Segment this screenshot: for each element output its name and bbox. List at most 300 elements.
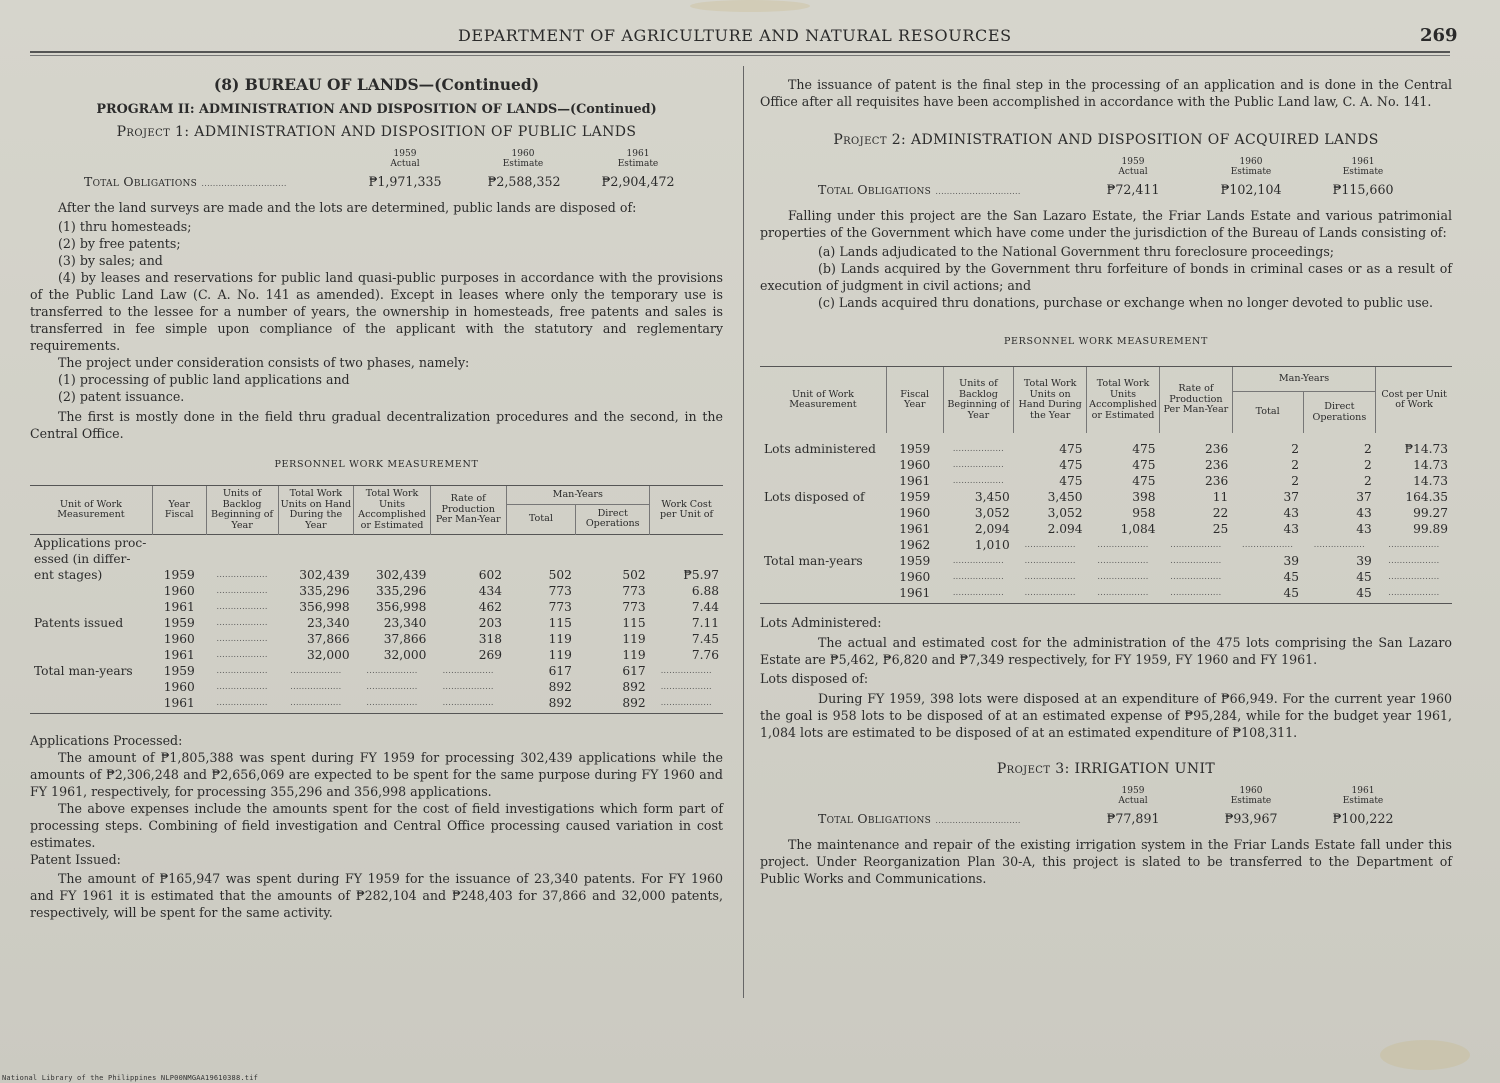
- year-label: 1961: [1351, 786, 1375, 796]
- cell-cost: 7.44: [691, 600, 719, 614]
- list-item: (a) Lands adjudicated to the National Government thru foreclosure proceedings;: [818, 244, 1335, 259]
- table-title: PERSONNEL WORK MEASUREMENT: [274, 459, 479, 470]
- year-kind: Estimate: [617, 159, 659, 169]
- cell-backlog: [206, 535, 278, 552]
- cell-total: [506, 535, 576, 552]
- cell-unit: [30, 679, 152, 695]
- cell-year: 1961: [163, 600, 195, 614]
- col-header-cost: Cost per Unit of Work: [1376, 367, 1452, 438]
- obligation-amount: ₱1,971,335: [368, 174, 442, 189]
- cell-on-hand: 3,052: [1047, 506, 1083, 520]
- cell-total: 43: [1283, 522, 1300, 536]
- paragraph: The amount of ₱1,805,388 was spent during FY 1959 for processing 302,439 applications while the amounts of ₱2,306,248 and ₱2,656,069 are expected to be spent for the same purpose during FY 1960 and FY 1961, respectively, for processing 355,296 and 356,998 applications.: [30, 750, 723, 799]
- leader-dots: ..................: [216, 586, 268, 595]
- personnel-work-measurement-table: [760, 366, 1452, 604]
- leader-dots: ..................: [660, 682, 712, 691]
- year-label: 1961: [626, 149, 650, 159]
- year-label: 1960: [1239, 157, 1263, 167]
- leader-dots: ..................: [366, 682, 418, 691]
- obligation-amount: ₱77,891: [1106, 811, 1160, 826]
- cell-direct: 892: [622, 680, 646, 694]
- cell-unit: ent stages): [34, 568, 103, 582]
- leader-dots: ..................: [952, 476, 1004, 485]
- col-header-rate: Rate of Production Per Man-Year: [430, 486, 506, 535]
- table-row: [760, 521, 1452, 537]
- project-title: Project 2: ADMINISTRATION AND DISPOSITION OF ACQUIRED LANDS: [833, 132, 1379, 148]
- list-item: (4) by leases and reservations for public land quasi-public purposes in accordance with the provisions of the Public Land Law (C. A. No. 141 as amended). Except in leases where only the temporary use is transferred to the lessee for a number of years, the ownership in homesteads, free patents and sales is transferred in fee simple upon compliance of the applicant with the statutory and reglementary requirements.: [30, 270, 723, 353]
- year-kind: Estimate: [1342, 167, 1384, 177]
- cell-direct: 773: [622, 584, 646, 598]
- cell-year: 1960: [899, 458, 931, 472]
- cell-year: 1959: [163, 664, 195, 678]
- cell-rate: 462: [478, 600, 502, 614]
- cell-direct: 39: [1356, 554, 1372, 568]
- paper-stain: [1380, 1040, 1470, 1070]
- cell-rate: 269: [478, 648, 502, 662]
- department-heading: DEPARTMENT OF AGRICULTURE AND NATURAL RESOURCES: [458, 26, 1012, 45]
- table-row: [30, 695, 723, 714]
- cell-cost: 99.89: [1413, 522, 1448, 536]
- obligations-label: [818, 181, 1021, 200]
- cell-rate: [430, 535, 506, 552]
- table-row: [30, 615, 723, 631]
- obligations-label-text: Total Obligations: [84, 174, 198, 189]
- paragraph: The amount of ₱165,947 was spent during FY 1959 for the issuance of 23,340 patents. For FY 1960 and FY 1961 it is estimated that the amounts of ₱282,104 and ₱248,403 for 37,866 and 32,000 patents, respectively, will be spent for the same activity.: [30, 871, 723, 920]
- table-row: [760, 489, 1452, 505]
- year-kind: Actual: [390, 159, 420, 169]
- cell-accomplished: 32,000: [383, 648, 427, 662]
- cell-unit: [30, 695, 152, 714]
- cell-year: 1959: [899, 554, 931, 568]
- leader-dots: ..................: [1170, 556, 1222, 565]
- leader-dots: ..................: [1160, 585, 1233, 604]
- cell-cost: ₱14.73: [1404, 442, 1448, 456]
- table-row: [760, 457, 1452, 473]
- year-column-head: [1088, 786, 1178, 806]
- cell-year: 1961: [886, 585, 943, 604]
- table-row: [760, 505, 1452, 521]
- scan-footer-stamp: National Library of the Philippines NLP00NMGAA19610388.tif: [2, 1074, 259, 1082]
- cell-direct: 115: [622, 616, 646, 630]
- leader-dots: ..................: [1014, 585, 1087, 604]
- table-row: [760, 585, 1452, 604]
- cell-rate: 22: [1212, 506, 1229, 520]
- project-title: Project 3: IRRIGATION UNIT: [996, 761, 1216, 777]
- table-row: [30, 647, 723, 663]
- cell-total: [506, 551, 576, 567]
- cell-unit: [760, 537, 886, 553]
- right-column: [760, 76, 1452, 887]
- col-header-unit: Unit of Work Measurement: [760, 367, 886, 438]
- col-header-accomplished: Total Work Units Accomplished or Estimated: [354, 486, 431, 535]
- table-row: [760, 473, 1452, 489]
- cell-cost: [650, 535, 723, 552]
- cell-cost: 14.73: [1413, 474, 1448, 488]
- cell-total: 43: [1283, 506, 1300, 520]
- cell-direct: 43: [1356, 522, 1372, 536]
- paragraph: The first is mostly done in the field thru gradual decentralization procedures and the second, in the Central Office.: [30, 409, 723, 441]
- leader-dots: ..................: [216, 570, 268, 579]
- leader-dots: ..................: [442, 666, 494, 675]
- col-header-accomplished: Total Work Units Accomplished or Estimated: [1087, 367, 1160, 438]
- cell-cost: 7.11: [691, 616, 719, 630]
- year-column-head: [1206, 157, 1296, 177]
- section-heading: Patent Issued:: [30, 852, 121, 867]
- cell-rate: 236: [1204, 458, 1229, 472]
- obligation-amount: ₱2,588,352: [487, 174, 561, 189]
- obligations-label-text: Total Obligations: [818, 811, 932, 826]
- header-rule: [30, 55, 1450, 56]
- year-column-head: [1318, 786, 1408, 806]
- cell-direct: 2: [1363, 474, 1372, 488]
- paragraph: After the land surveys are made and the lots are determined, public lands are disposed of:: [58, 200, 637, 215]
- list-item: (c) Lands acquired thru donations, purchase or exchange when no longer devoted to public use.: [818, 295, 1433, 310]
- obligations-block: [760, 157, 1452, 201]
- obligations-label: [84, 173, 287, 192]
- leader-dots: ..............................: [935, 816, 1021, 825]
- leader-dots: ..................: [1097, 572, 1149, 581]
- cell-year: 1960: [163, 584, 195, 598]
- leader-dots: ..................: [1388, 540, 1440, 549]
- col-header-year: Fiscal Year: [886, 367, 943, 438]
- bureau-title: (8) BUREAU OF LANDS—(Continued): [213, 75, 540, 94]
- col-header-backlog: Units of Backlog Beginning of Year: [206, 486, 278, 535]
- leader-dots: ..................: [660, 666, 712, 675]
- leader-dots: ..................: [430, 695, 506, 714]
- cell-year: 1961: [899, 522, 931, 536]
- leader-dots: ..................: [216, 682, 268, 691]
- cell-cost: 99.27: [1413, 506, 1448, 520]
- leader-dots: ..................: [442, 682, 494, 691]
- cell-year: 1960: [899, 570, 931, 584]
- leader-dots: ..................: [290, 666, 342, 675]
- cell-unit: [760, 505, 886, 521]
- cell-unit: [30, 647, 152, 663]
- cell-rate: 236: [1204, 474, 1229, 488]
- section-heading: Lots Administered:: [760, 615, 882, 630]
- col-header-year: Year Fiscal: [152, 486, 206, 535]
- cell-total: 115: [548, 616, 572, 630]
- cell-year: 1961: [163, 648, 195, 662]
- obligation-amount: ₱115,660: [1332, 182, 1394, 197]
- cell-backlog: 1,010: [974, 538, 1010, 552]
- cell-cost: [650, 551, 723, 567]
- cell-unit: [760, 521, 886, 537]
- col-header-cost: Work Cost per Unit of: [650, 486, 723, 535]
- cell-rate: 602: [478, 568, 502, 582]
- cell-total: 119: [548, 632, 572, 646]
- cell-total: 39: [1283, 554, 1300, 568]
- paragraph: The actual and estimated cost for the administration of the 475 lots comprising the San Lazaro Estate are ₱5,462, ₱6,820 and ₱7,349 respectively, for FY 1959, FY 1960 and FY 1961.: [760, 635, 1452, 667]
- cell-on-hand: [278, 535, 354, 552]
- cell-direct: 773: [622, 600, 646, 614]
- col-header-total: Total: [506, 504, 576, 534]
- leader-dots: ..................: [354, 695, 431, 714]
- section-heading: Lots disposed of:: [760, 671, 869, 686]
- leader-dots: ..............................: [201, 179, 287, 188]
- year-kind: Actual: [1118, 796, 1148, 806]
- obligation-amount: ₱102,104: [1220, 182, 1282, 197]
- paragraph: The maintenance and repair of the existing irrigation system in the Friar Lands Estate fall under this project. Under Reorganization Plan 30-A, this project is slated to be transferred to the Department of Public Works and Communications.: [760, 837, 1452, 886]
- cell-backlog: 3,052: [974, 506, 1010, 520]
- cell-accomplished: 958: [1132, 506, 1156, 520]
- cell-rate: 11: [1212, 490, 1229, 504]
- obligations-label-text: Total Obligations: [818, 182, 932, 197]
- cell-backlog: 3,450: [974, 490, 1010, 504]
- cell-total: 892: [506, 695, 576, 714]
- col-header-rate: Rate of Production Per Man-Year: [1160, 367, 1233, 438]
- left-column: [30, 72, 723, 921]
- cell-year: 1959: [899, 490, 931, 504]
- year-label: 1960: [1239, 786, 1263, 796]
- col-header-on-hand: Total Work Units on Hand During the Year: [1014, 367, 1087, 438]
- leader-dots: ..................: [1242, 540, 1294, 549]
- program-title: PROGRAM II: ADMINISTRATION AND DISPOSITION OF LANDS—(Continued): [96, 102, 657, 117]
- cell-accomplished: 302,439: [375, 568, 427, 582]
- cell-unit: [30, 599, 152, 615]
- cell-total: 502: [548, 568, 572, 582]
- leader-dots: ..................: [1087, 585, 1160, 604]
- running-head: [0, 26, 1500, 50]
- leader-dots: ..................: [1024, 540, 1076, 549]
- cell-accomplished: [354, 551, 431, 567]
- leader-dots: ..................: [1097, 540, 1149, 549]
- cell-rate: 236: [1204, 442, 1229, 456]
- cell-cost: 14.73: [1413, 458, 1448, 472]
- cell-on-hand: 356,998: [299, 600, 350, 614]
- cell-unit: [760, 585, 886, 604]
- col-header-unit: Unit of Work Measurement: [30, 486, 152, 535]
- cell-accomplished: 37,866: [383, 632, 427, 646]
- cell-year: [152, 551, 206, 567]
- cell-unit: Total man-years: [764, 554, 863, 568]
- header-rule: [30, 51, 1450, 53]
- year-column-head: [1088, 157, 1178, 177]
- cell-direct: [576, 535, 650, 552]
- year-column-head: [478, 149, 568, 169]
- cell-total: 773: [548, 600, 572, 614]
- cell-year: 1959: [163, 568, 195, 582]
- column-divider: [743, 66, 744, 998]
- leader-dots: ..................: [366, 666, 418, 675]
- leader-dots: ..................: [952, 460, 1004, 469]
- cell-on-hand: 475: [1059, 442, 1083, 456]
- project-title: Project 1: ADMINISTRATION AND DISPOSITION OF PUBLIC LANDS: [116, 124, 637, 140]
- cell-accomplished: 356,998: [375, 600, 427, 614]
- cell-rate: [430, 551, 506, 567]
- table-row: [30, 679, 723, 695]
- year-kind: Actual: [1118, 167, 1148, 177]
- col-header-backlog: Units of Backlog Beginning of Year: [943, 367, 1014, 438]
- table-row: [760, 553, 1452, 569]
- leader-dots: ..................: [216, 602, 268, 611]
- obligations-label: [818, 810, 1021, 829]
- table-row: [760, 569, 1452, 585]
- cell-unit: [760, 473, 886, 489]
- table-row: [30, 567, 723, 583]
- year-column-head: [1318, 157, 1408, 177]
- cell-rate: 25: [1212, 522, 1229, 536]
- col-header-on-hand: Total Work Units on Hand During the Year: [278, 486, 354, 535]
- cell-rate: 318: [478, 632, 502, 646]
- cell-backlog: 2,094: [974, 522, 1010, 536]
- paragraph: The issuance of patent is the final step in the processing of an application and is done in the Central Office after all requisites have been accomplished in accordance with the Public Land law, C. A. No. 141.: [760, 77, 1452, 109]
- paragraph: Falling under this project are the San Lazaro Estate, the Friar Lands Estate and various patrimonial properties of the Government which have come under the jurisdiction of the Bureau of Lands consisting of:: [760, 208, 1452, 240]
- cell-year: 1959: [163, 616, 195, 630]
- leader-dots: ..................: [1097, 556, 1149, 565]
- leader-dots: ..................: [290, 682, 342, 691]
- leader-dots: ..................: [1376, 585, 1452, 604]
- cell-year: 1960: [163, 632, 195, 646]
- cell-direct: 2: [1363, 458, 1372, 472]
- cell-unit: Total man-years: [34, 664, 133, 678]
- cell-total: 2: [1291, 458, 1300, 472]
- year-column-head: [593, 149, 683, 169]
- cell-total: 119: [548, 648, 572, 662]
- cell-cost: ₱5.97: [683, 568, 719, 582]
- col-header-man-years: Man-Years: [1232, 367, 1376, 392]
- cell-year: 1959: [899, 442, 931, 456]
- obligation-amount: ₱93,967: [1224, 811, 1278, 826]
- cell-total: 45: [1283, 570, 1300, 584]
- cell-year: 1961: [152, 695, 206, 714]
- cell-cost: 164.35: [1405, 490, 1448, 504]
- leader-dots: ..................: [278, 695, 354, 714]
- year-kind: Estimate: [502, 159, 544, 169]
- cell-unit: Applications proc-: [34, 536, 147, 550]
- cell-year: 1962: [899, 538, 931, 552]
- table-row: [30, 663, 723, 679]
- table-body: [760, 437, 1452, 604]
- leader-dots: ..................: [206, 695, 278, 714]
- cell-accomplished: 475: [1132, 442, 1156, 456]
- cell-direct: 502: [622, 568, 646, 582]
- cell-cost: 7.45: [691, 632, 719, 646]
- col-header-direct: Direct Operations: [1303, 392, 1376, 437]
- table-title: PERSONNEL WORK MEASUREMENT: [1003, 336, 1209, 347]
- cell-direct: 892: [576, 695, 650, 714]
- cell-cost: 7.76: [691, 648, 719, 662]
- cell-on-hand: 32,000: [307, 648, 350, 662]
- cell-on-hand: 3,450: [1047, 490, 1083, 504]
- cell-total: 892: [548, 680, 572, 694]
- cell-total: 617: [548, 664, 572, 678]
- cell-year: 1960: [163, 680, 195, 694]
- cell-total: 2: [1291, 442, 1300, 456]
- col-header-man-years: Man-Years: [506, 486, 650, 505]
- year-kind: Estimate: [1230, 167, 1272, 177]
- personnel-work-measurement-table: [30, 485, 723, 714]
- cell-on-hand: 37,866: [307, 632, 350, 646]
- paragraph: During FY 1959, 398 lots were disposed at an expenditure of ₱66,949. For the current year 1960 the goal is 958 lots to be disposed of at an estimated expense of ₱95,284, while for the budget year 1961, 1,084 lots are estimated to be disposed of at an estimated expenditure of ₱108,311.: [760, 691, 1452, 740]
- list-item: (1) processing of public land applications and: [58, 372, 350, 387]
- leader-dots: ..................: [1388, 556, 1440, 565]
- page-number: 269: [1420, 25, 1458, 46]
- cell-unit: essed (in differ-: [34, 552, 131, 566]
- cell-year: 1961: [899, 474, 931, 488]
- table-row: [760, 437, 1452, 457]
- cell-direct: 119: [622, 648, 646, 662]
- cell-year: 1960: [899, 506, 931, 520]
- col-header-total: Total: [1232, 392, 1303, 437]
- paper-stain: [690, 0, 810, 12]
- cell-direct: 45: [1303, 585, 1376, 604]
- paragraph: The above expenses include the amounts spent for the cost of field investigations which form part of processing steps. Combining of field investigation and Central Office processing caused variation in cost estimates.: [30, 801, 723, 850]
- cell-total: 2: [1291, 474, 1300, 488]
- cell-year: [152, 535, 206, 552]
- list-item: (2) patent issuance.: [58, 389, 185, 404]
- cell-unit: [760, 457, 886, 473]
- table-row: [30, 599, 723, 615]
- cell-accomplished: 398: [1132, 490, 1156, 504]
- leader-dots: ..................: [1170, 540, 1222, 549]
- year-kind: Estimate: [1342, 796, 1384, 806]
- year-label: 1961: [1351, 157, 1375, 167]
- cell-on-hand: 2.094: [1047, 522, 1083, 536]
- year-column-head: [360, 149, 450, 169]
- cell-accomplished: 335,296: [375, 584, 427, 598]
- cell-accomplished: [354, 535, 431, 552]
- leader-dots: ..................: [1024, 556, 1076, 565]
- cell-cost: 6.88: [691, 584, 719, 598]
- obligation-amount: ₱72,411: [1106, 182, 1160, 197]
- cell-direct: 2: [1363, 442, 1372, 456]
- cell-backlog: [206, 551, 278, 567]
- year-label: 1959: [393, 149, 417, 159]
- leader-dots: ..................: [1388, 572, 1440, 581]
- list-item: (2) by free patents;: [58, 236, 181, 251]
- cell-unit: Lots administered: [764, 442, 876, 456]
- year-column-head: [1206, 786, 1296, 806]
- list-item: (3) by sales; and: [58, 253, 163, 268]
- year-label: 1960: [511, 149, 535, 159]
- cell-on-hand: 475: [1059, 474, 1083, 488]
- year-label: 1959: [1121, 157, 1145, 167]
- section-heading: Applications Processed:: [30, 733, 183, 748]
- cell-accomplished: 475: [1132, 474, 1156, 488]
- cell-direct: 617: [622, 664, 646, 678]
- cell-accomplished: 475: [1132, 458, 1156, 472]
- cell-direct: 45: [1356, 570, 1372, 584]
- obligation-amount: ₱100,222: [1332, 811, 1394, 826]
- cell-on-hand: 23,340: [307, 616, 350, 630]
- leader-dots: ..................: [943, 585, 1014, 604]
- leader-dots: ..................: [216, 666, 268, 675]
- cell-direct: 43: [1356, 506, 1372, 520]
- col-header-direct: Direct Operations: [576, 504, 650, 534]
- list-item: (b) Lands acquired by the Government thru forfeiture of bonds in criminal cases or as a result of execution of judgment in civil actions; and: [760, 261, 1452, 293]
- paragraph: The project under consideration consists of two phases, namely:: [58, 355, 470, 370]
- cell-accomplished: 1,084: [1120, 522, 1156, 536]
- cell-total: 37: [1283, 490, 1300, 504]
- cell-total: 45: [1232, 585, 1303, 604]
- cell-direct: 119: [622, 632, 646, 646]
- cell-unit: Lots disposed of: [764, 490, 865, 504]
- obligation-amount: ₱2,904,472: [601, 174, 675, 189]
- cell-on-hand: 335,296: [299, 584, 350, 598]
- leader-dots: ..................: [952, 556, 1004, 565]
- leader-dots: ..................: [216, 618, 268, 627]
- cell-direct: 37: [1356, 490, 1372, 504]
- leader-dots: ..................: [216, 634, 268, 643]
- leader-dots: ..................: [952, 444, 1004, 453]
- cell-rate: 203: [478, 616, 502, 630]
- cell-on-hand: 475: [1059, 458, 1083, 472]
- cell-accomplished: 23,340: [383, 616, 427, 630]
- leader-dots: ..................: [1024, 572, 1076, 581]
- leader-dots: ..................: [952, 572, 1004, 581]
- cell-total: 773: [548, 584, 572, 598]
